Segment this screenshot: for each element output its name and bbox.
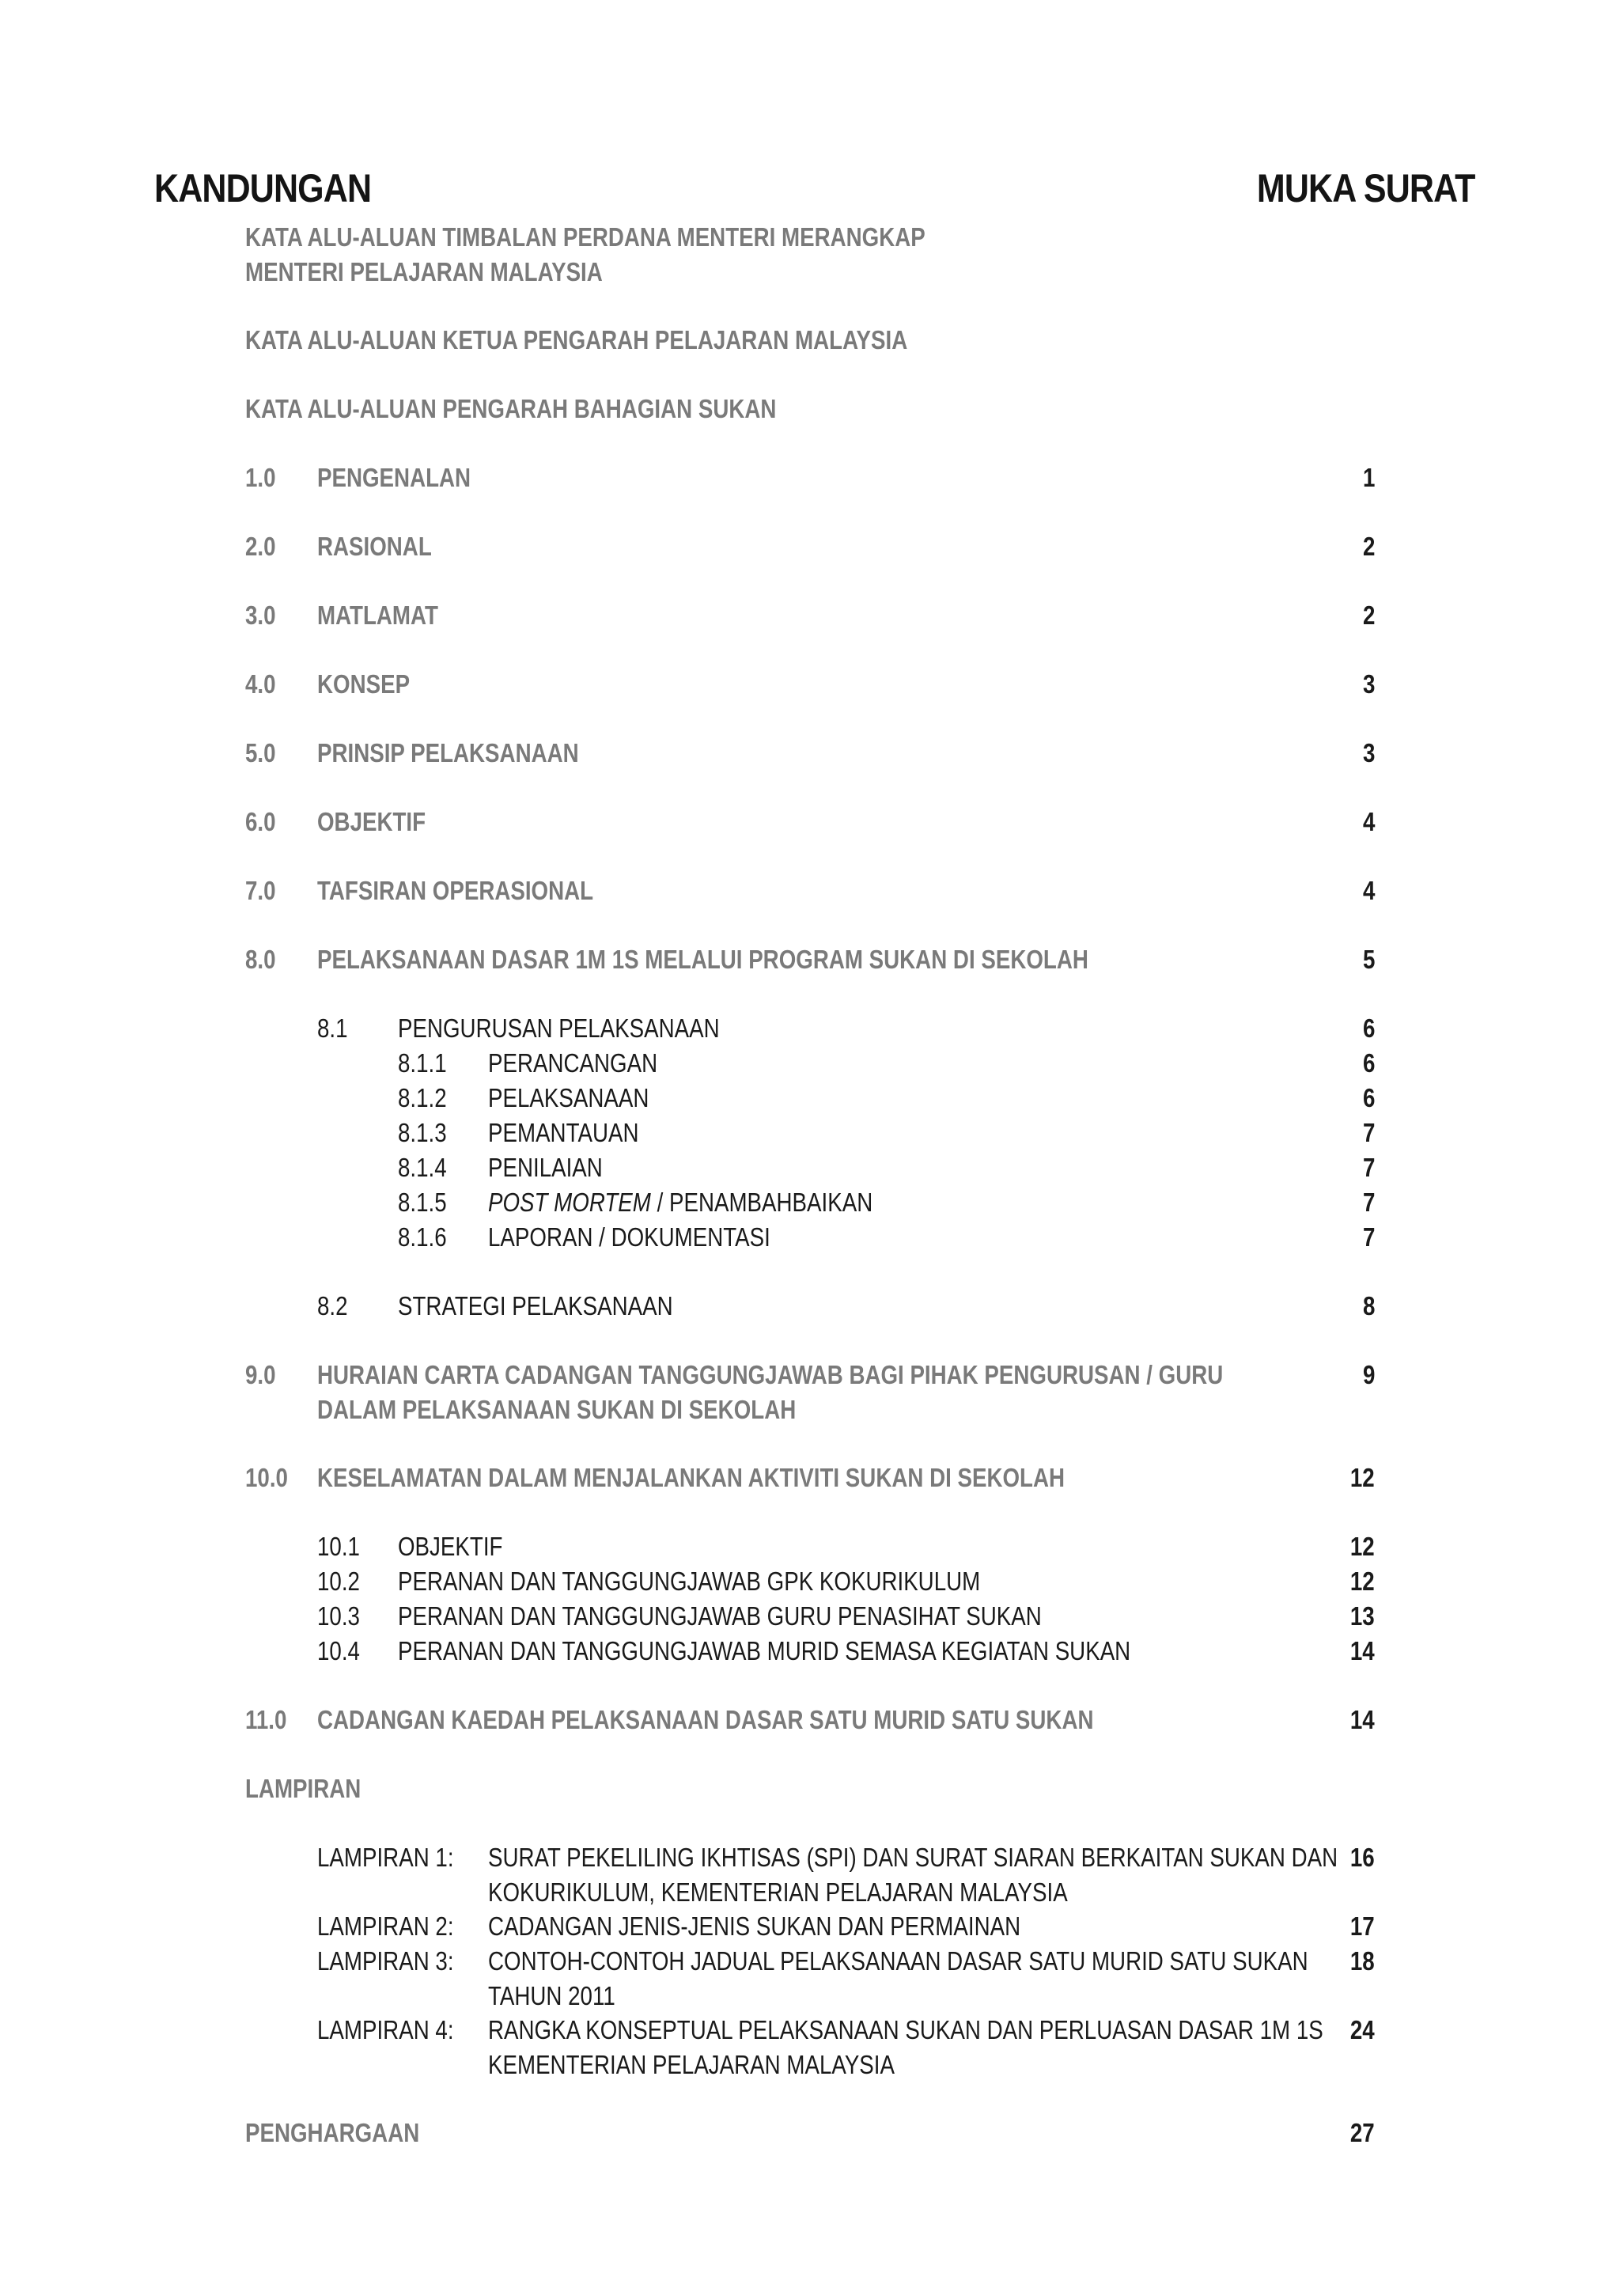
toc-entry-page: 6 [1362, 1048, 1375, 1078]
toc-entry-label: LAMPIRAN 2: [317, 1911, 454, 1941]
toc-entry-title: SURAT PEKELILING IKHTISAS (SPI) DAN SURAT SIARAN BERKAITAN SUKAN DAN [488, 1843, 1338, 1872]
toc-entry-page: 7 [1362, 1188, 1375, 1217]
toc-entry-section-10-2[interactable] [0, 1564, 1620, 1599]
toc-entry-title: PRINSIP PELAKSANAAN [317, 738, 579, 767]
toc-entry-title: LAMPIRAN [245, 1774, 361, 1803]
toc-entry-page: 6 [1362, 1083, 1375, 1112]
toc-entry-title: PERANAN DAN TANGGUNGJAWAB MURID SEMASA KEGIATAN SUKAN [398, 1636, 1131, 1665]
toc-entry-number: 5.0 [245, 738, 276, 767]
toc-entry-section-11[interactable] [0, 1703, 1620, 1737]
toc-entry-title: MATLAMAT [317, 601, 438, 630]
toc-entry-page: 4 [1362, 876, 1375, 905]
toc-entry-title: PENILAIAN [488, 1153, 603, 1182]
toc-entry-title: KESELAMATAN DALAM MENJALANKAN AKTIVITI SUKAN DI SEKOLAH [317, 1463, 1065, 1492]
toc-entry-title: PENGENALAN [317, 463, 471, 492]
toc-entry-section-4[interactable] [0, 667, 1620, 702]
toc-entry-page: 18 [1350, 1946, 1375, 1976]
toc-entry-page: 1 [1362, 463, 1375, 492]
toc-entry-title: KOKURIKULUM, KEMENTERIAN PELAJARAN MALAYSIA [488, 1877, 1068, 1907]
toc-entry-number: 8.1.4 [398, 1153, 447, 1182]
toc-entry-section-2[interactable] [0, 529, 1620, 564]
toc-entry-section-3[interactable] [0, 598, 1620, 633]
toc-entry-section-6[interactable] [0, 805, 1620, 839]
toc-entry-appendix-2[interactable] [0, 1909, 1620, 1944]
toc-entry-section-1[interactable] [0, 460, 1620, 495]
toc-entry-number: 10.1 [317, 1532, 360, 1561]
toc-entry-title: STRATEGI PELAKSANAAN [398, 1291, 673, 1320]
toc-entry-number: 11.0 [245, 1705, 287, 1734]
toc-entry-number: 9.0 [245, 1360, 276, 1389]
toc-entry-title: PELAKSANAAN [488, 1083, 649, 1112]
toc-entry-foreword-deputy-pm[interactable] [0, 220, 1620, 290]
toc-entry-page: 14 [1350, 1705, 1375, 1734]
toc-entry-title: RANGKA KONSEPTUAL PELAKSANAAN SUKAN DAN PERLUASAN DASAR 1M 1S [488, 2015, 1323, 2044]
toc-entry-section-8-1-6[interactable] [0, 1220, 1620, 1255]
toc-entry-number: 3.0 [245, 601, 276, 630]
toc-entry-page: 8 [1362, 1291, 1375, 1320]
toc-entry-section-5[interactable] [0, 736, 1620, 771]
toc-entry-section-8-1[interactable] [0, 1011, 1620, 1046]
toc-entry-page: 3 [1362, 738, 1375, 767]
toc-entry-title: PERANAN DAN TANGGUNGJAWAB GURU PENASIHAT SUKAN [398, 1601, 1042, 1631]
toc-entry-page: 9 [1362, 1360, 1375, 1389]
toc-entry-section-8-1-4[interactable] [0, 1150, 1620, 1185]
toc-entry-number: 6.0 [245, 807, 276, 836]
toc-entry-number: 8.1.6 [398, 1222, 447, 1252]
toc-entry-section-9[interactable] [0, 1358, 1620, 1427]
toc-entry-number: 7.0 [245, 876, 276, 905]
toc-entry-section-8-2[interactable] [0, 1289, 1620, 1324]
toc-entry-page: 2 [1362, 532, 1375, 561]
toc-entry-title: PELAKSANAAN DASAR 1M 1S MELALUI PROGRAM SUKAN DI SEKOLAH [317, 945, 1088, 974]
toc-entry-title: DALAM PELAKSANAAN SUKAN DI SEKOLAH [317, 1395, 797, 1424]
toc-entry-title: PERANCANGAN [488, 1048, 658, 1078]
toc-entry-title: KEMENTERIAN PELAJARAN MALAYSIA [488, 2050, 895, 2079]
toc-entry-page: 7 [1362, 1222, 1375, 1252]
toc-entry-number: 8.1 [317, 1013, 348, 1043]
toc-entry-title: CADANGAN KAEDAH PELAKSANAAN DASAR SATU MURID SATU SUKAN [317, 1705, 1094, 1734]
toc-entry-section-10-1[interactable] [0, 1529, 1620, 1564]
toc-entry-foreword-director-general[interactable] [0, 323, 1620, 358]
toc-entry-page: 7 [1362, 1153, 1375, 1182]
page-number-heading: MUKA SURAT [1257, 166, 1475, 210]
toc-entry-page: 24 [1350, 2015, 1375, 2044]
toc-entry-page: 17 [1350, 1911, 1375, 1941]
toc-entry-label: LAMPIRAN 3: [317, 1946, 454, 1976]
toc-entry-section-10-3[interactable] [0, 1599, 1620, 1634]
toc-entry-number: 8.0 [245, 945, 276, 974]
toc-entry-number: 8.1.5 [398, 1188, 447, 1217]
toc-entry-page: 2 [1362, 601, 1375, 630]
toc-entry-section-7[interactable] [0, 873, 1620, 908]
toc-entry-title: PENGURUSAN PELAKSANAAN [398, 1013, 720, 1043]
toc-entry-title: KATA ALU-ALUAN TIMBALAN PERDANA MENTERI MERANGKAP [245, 222, 925, 252]
toc-entry-section-8-1-2[interactable] [0, 1081, 1620, 1116]
toc-entry-section-8-1-1[interactable] [0, 1046, 1620, 1081]
toc-entry-title: PERANAN DAN TANGGUNGJAWAB GPK KOKURIKULUM [398, 1567, 981, 1596]
toc-entry-section-8-1-3[interactable] [0, 1116, 1620, 1150]
toc-entry-title: KATA ALU-ALUAN PENGARAH BAHAGIAN SUKAN [245, 394, 777, 423]
toc-entry-appendix-heading[interactable] [0, 1771, 1620, 1806]
toc-entry-number: 8.2 [317, 1291, 348, 1320]
toc-entry-title: KONSEP [317, 669, 411, 699]
toc-entry-number: 10.0 [245, 1463, 288, 1492]
toc-entry-title: LAPORAN / DOKUMENTASI [488, 1222, 770, 1252]
toc-entry-number: 10.3 [317, 1601, 360, 1631]
toc-entry-number: 4.0 [245, 669, 276, 699]
toc-entry-page: 4 [1362, 807, 1375, 836]
toc-entry-title: RASIONAL [317, 532, 432, 561]
toc-entry-number: 8.1.1 [398, 1048, 447, 1078]
toc-entry-page: 27 [1350, 2118, 1375, 2147]
toc-entry-number: 1.0 [245, 463, 276, 492]
toc-entry-page: 7 [1362, 1118, 1375, 1147]
toc-entry-appendix-3[interactable] [0, 1944, 1620, 2014]
toc-entry-number: 8.1.2 [398, 1083, 447, 1112]
toc-entry-page: 5 [1362, 945, 1375, 974]
toc-entry-appendix-1[interactable] [0, 1840, 1620, 1910]
toc-entry-section-10[interactable] [0, 1461, 1620, 1495]
toc-entry-title: PENGHARGAAN [245, 2118, 420, 2147]
toc-entry-title: TAHUN 2011 [488, 1981, 615, 2010]
toc-entry-page: 12 [1350, 1567, 1375, 1596]
toc-entry-title: OBJEKTIF [317, 807, 426, 836]
contents-heading: KANDUNGAN [154, 166, 372, 210]
toc-entry-page: 12 [1350, 1532, 1375, 1561]
toc-entry-number: 2.0 [245, 532, 276, 561]
toc-entry-title: CONTOH-CONTOH JADUAL PELAKSANAAN DASAR SATU MURID SATU SUKAN [488, 1946, 1308, 1976]
toc-entry-title: TAFSIRAN OPERASIONAL [317, 876, 594, 905]
toc-entry-title: MENTERI PELAJARAN MALAYSIA [245, 257, 603, 286]
toc-entry-page: 13 [1350, 1601, 1375, 1631]
toc-entry-page: 6 [1362, 1013, 1375, 1043]
toc-entry-page: 3 [1362, 669, 1375, 699]
toc-entry-foreword-sports-director[interactable] [0, 392, 1620, 426]
toc-entry-section-8-1-5[interactable] [0, 1185, 1620, 1220]
toc-entry-title: HURAIAN CARTA CADANGAN TANGGUNGJAWAB BAGI PIHAK PENGURUSAN / GURU [317, 1360, 1224, 1389]
toc-entry-page: 12 [1350, 1463, 1375, 1492]
toc-entry-section-10-4[interactable] [0, 1634, 1620, 1669]
toc-entry-title: CADANGAN JENIS-JENIS SUKAN DAN PERMAINAN [488, 1911, 1021, 1941]
toc-entry-title: OBJEKTIF [398, 1532, 503, 1561]
toc-entry-acknowledgement[interactable] [0, 2116, 1620, 2150]
toc-entry-title-rest: / PENAMBAHBAIKAN [650, 1188, 873, 1217]
toc-entry-number: 10.4 [317, 1636, 360, 1665]
toc-entry-section-8[interactable] [0, 942, 1620, 977]
toc-entry-number: 10.2 [317, 1567, 360, 1596]
toc-entry-title-italic: POST MORTEM [488, 1188, 651, 1217]
toc-entry-title [488, 1185, 872, 1220]
toc-entry-title: KATA ALU-ALUAN KETUA PENGARAH PELAJARAN MALAYSIA [245, 325, 908, 354]
toc-entry-appendix-4[interactable] [0, 2013, 1620, 2082]
toc-entry-page: 16 [1350, 1843, 1375, 1872]
toc-entry-number: 8.1.3 [398, 1118, 447, 1147]
toc-entry-label: LAMPIRAN 1: [317, 1843, 454, 1872]
toc-entry-label: LAMPIRAN 4: [317, 2015, 454, 2044]
toc-entry-page: 14 [1350, 1636, 1375, 1665]
toc-entry-title: PEMANTAUAN [488, 1118, 639, 1147]
